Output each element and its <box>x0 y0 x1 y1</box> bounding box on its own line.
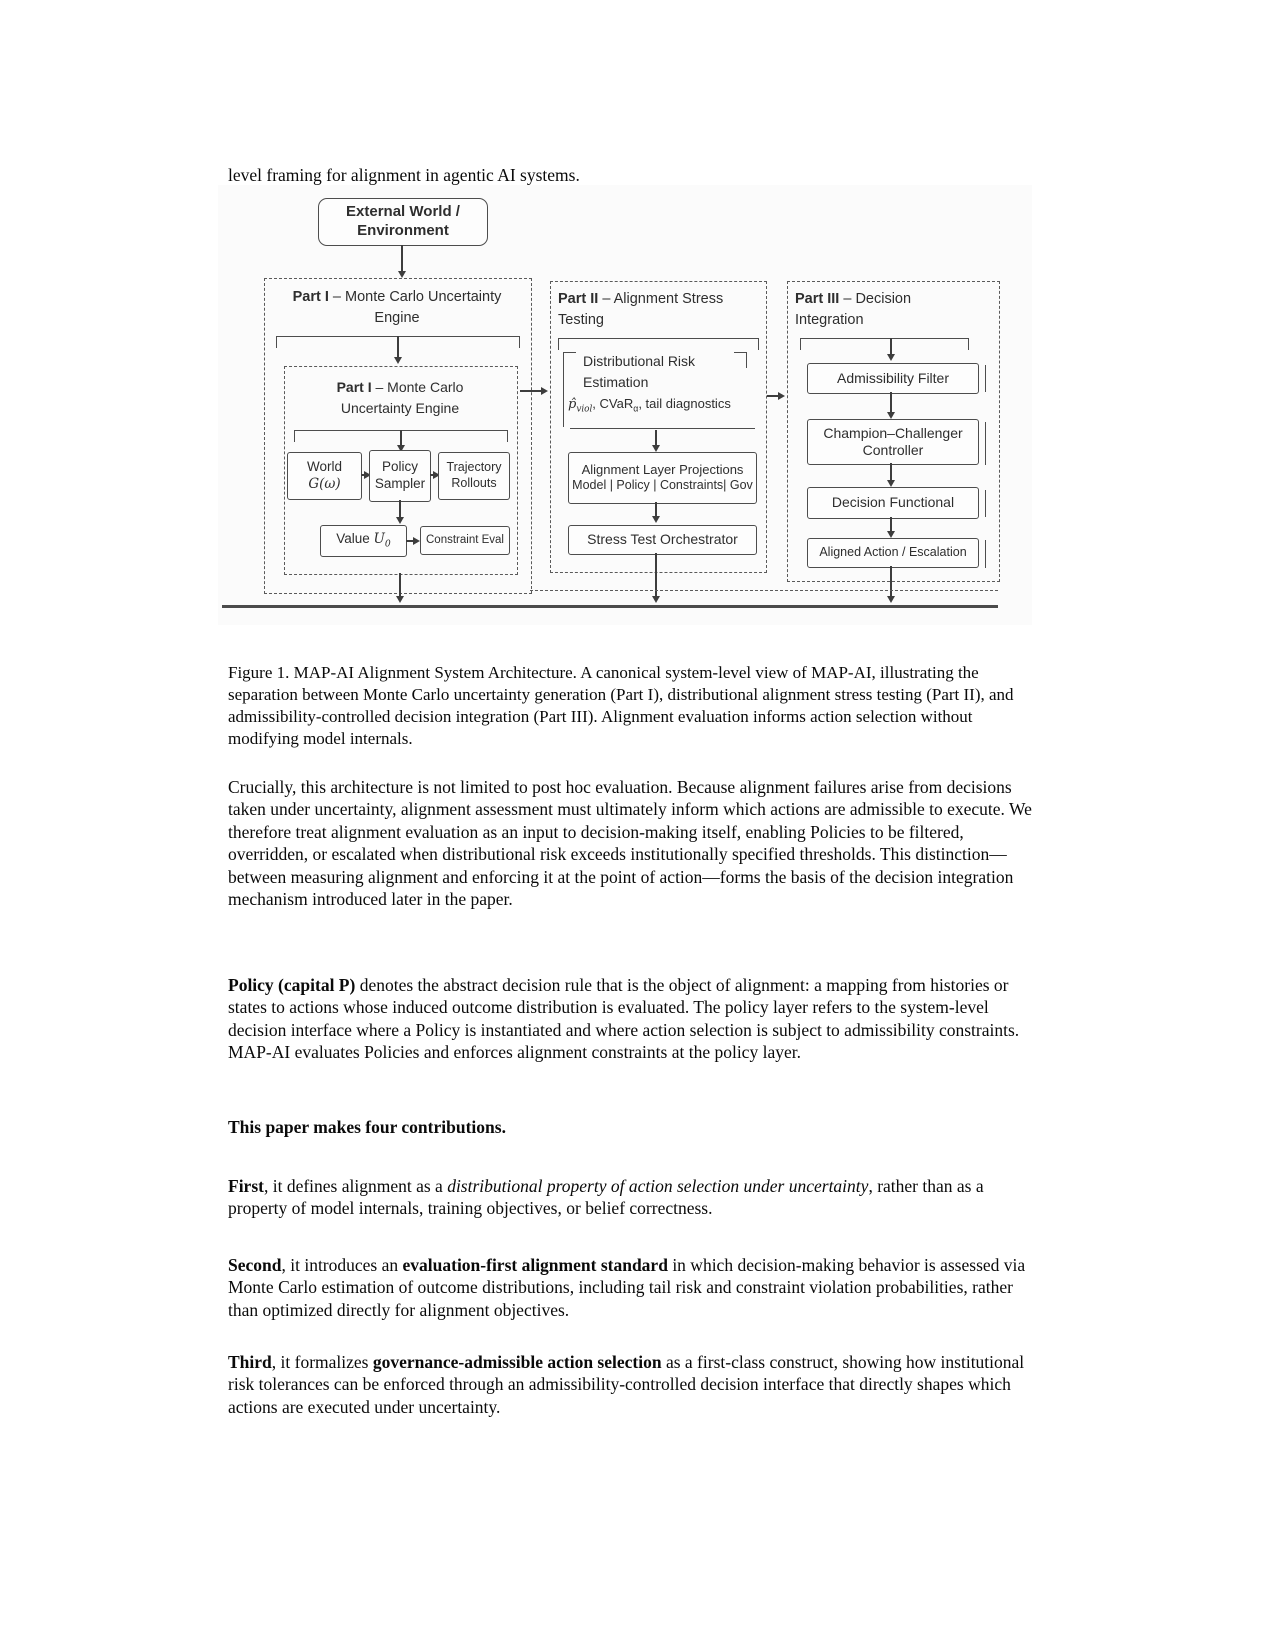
distributional-risk-line1: Distributional Risk <box>583 353 696 369</box>
part2-bracket <box>558 338 759 350</box>
policy-label-line1: Policy <box>381 459 418 475</box>
part2-title-rest: – Alignment Stress <box>598 291 724 307</box>
risk-frame-left-icon <box>563 352 576 427</box>
distributional-risk-header <box>583 351 753 393</box>
second-bold-run: Second <box>228 1254 282 1275</box>
part1-inner-title-rest: – Monte Carlo <box>371 379 464 395</box>
part1-header-line2: Engine <box>374 310 420 326</box>
value-box <box>320 525 407 557</box>
alp-line1: Alignment Layer Projections <box>581 462 744 478</box>
italic-run: distributional property of action selection under uncertainty <box>447 1175 869 1196</box>
governance-bold-run: governance-admissible action selection <box>372 1351 662 1372</box>
part1-header-line1 <box>264 287 530 308</box>
trajectory-label-line1: Trajectory <box>446 460 502 475</box>
policy-bold-run: Policy (capital P) <box>228 974 356 995</box>
text-run: Crucially, this architecture is not limited to post hoc evaluation. Because alignment failures arise from decisions taken under uncertainty, alignment assessment must ultimately inform which actions are admissible to execute. We therefore treat alignment evaluation as an input to decision-making itself, enabling Policies to be filtered, overridden, or escalated when distributional risk exceeds institutionally specified thresholds. This distinction—between measuring alignment and enforcing it at the point of action—forms the basis of the decision integration mechanism introduced later in the paper. <box>228 776 1032 909</box>
arrow-right-icon <box>406 540 413 542</box>
cvar-subscript: α <box>633 403 639 414</box>
policy-sampler-box <box>369 450 431 502</box>
arrow-down-icon <box>399 573 401 596</box>
bottom-dashed-line <box>530 590 998 591</box>
part3-header-line2: Integration <box>795 312 864 328</box>
cvar-text: , CVaR <box>592 396 634 411</box>
paragraph-first <box>228 1175 1043 1220</box>
text-run: as a first-class construct, showing how institutional risk tolerances can be enforced through an admissibility-controlled decision interface that directly shapes which actions are executed under uncertainty. <box>228 1351 1025 1417</box>
text-run: , it defines alignment as a <box>263 1175 448 1196</box>
value-text: Value <box>336 531 374 547</box>
world-generator-box <box>287 452 362 500</box>
part3-side-tick <box>985 422 986 465</box>
arrow-down-icon <box>399 500 401 517</box>
admissibility-filter-box <box>807 363 979 394</box>
part2-header <box>558 289 763 331</box>
part3-header <box>795 289 995 331</box>
arrow-right-icon <box>361 474 364 476</box>
decision-functional-box <box>807 487 979 519</box>
text-run: denotes the abstract decision rule that is the object of alignment: a mapping from histories or states to actions whose induced outcome distribution is evaluated. The policy layer refers to the system-level decision interface where a Policy is instantiated and where action selection is subject to admissibility constraints. MAP-AI evaluates Policies and enforces alignment constraints at the policy layer. <box>228 974 1020 1062</box>
tail-diagnostics-text: , tail diagnostics <box>638 396 731 411</box>
value-label <box>336 531 391 550</box>
policy-label-line2: Sampler <box>374 476 426 491</box>
constraint-eval-label: Constraint Eval <box>426 534 504 547</box>
champion-challenger-box <box>807 419 979 465</box>
arrow-down-icon <box>890 338 892 354</box>
text-run: , it introduces an <box>281 1254 403 1275</box>
world-label: World <box>306 459 342 475</box>
trajectory-rollouts-box <box>438 452 510 500</box>
first-bold-run: First <box>228 1175 264 1196</box>
value-symbol: U <box>373 531 385 548</box>
distributional-risk-line2: Estimation <box>583 374 649 390</box>
arrow-down-icon <box>890 463 892 480</box>
part2-header-line2: Testing <box>558 312 604 328</box>
bottom-bus-line <box>222 605 998 608</box>
alp-line2: Model | Policy | Constraints| Gov <box>572 478 753 493</box>
phat-symbol: p̂ <box>568 397 577 412</box>
standard-bold-run: evaluation-first alignment standard <box>402 1254 668 1275</box>
paragraph-second <box>228 1254 1043 1322</box>
intro-text: level framing for alignment in agentic AI systems. <box>228 164 580 185</box>
risk-divider-line <box>570 428 755 429</box>
champion-challenger-line2: Controller <box>862 442 924 458</box>
part3-side-tick <box>985 490 986 517</box>
stress-test-orchestrator-label: Stress Test Orchestrator <box>587 531 738 548</box>
world-symbol: G(ω) <box>308 476 341 492</box>
aligned-action-box <box>807 538 979 568</box>
champion-challenger-line1: Champion–Challenger <box>823 424 963 441</box>
arrow-down-icon <box>397 336 399 357</box>
aligned-action-label: Aligned Action / Escalation <box>819 545 967 560</box>
arrow-down-icon <box>890 517 892 531</box>
decision-functional-label: Decision Functional <box>831 494 955 511</box>
text-run: , it formalizes <box>271 1351 373 1372</box>
part3-bracket <box>800 338 969 350</box>
arrow-down-icon <box>890 566 892 596</box>
paragraph-policy <box>228 974 1043 1064</box>
part1-label: Part I <box>292 289 329 305</box>
arrow-down-icon <box>400 430 402 445</box>
part2-header-line1 <box>558 289 763 310</box>
text-run: , rather than as a property of model internals, training objectives, or belief correctness. <box>228 1175 984 1218</box>
part3-header-line1 <box>795 289 995 310</box>
part1-header <box>264 287 530 329</box>
figure-caption: Figure 1. MAP-AI Alignment System Architecture. A canonical system-level view of MAP-AI, illustrating the separation between Monte Carlo uncertainty generation (Part I), distributional alignment stress testing (Part II), and admissibility-controlled decision integration (Part III). Alignment evaluation informs action selection without modifying model internals. <box>228 663 1014 748</box>
part3-title-rest: – Decision <box>839 291 912 307</box>
contributions-heading: This paper makes four contributions. <box>228 1116 506 1137</box>
part2-label: Part II <box>558 291 599 307</box>
arrow-down-icon <box>401 245 403 271</box>
risk-metrics-label <box>568 396 758 415</box>
part1-inner-header-line2: Uncertainty Engine <box>340 400 460 416</box>
part3-label: Part III <box>795 291 840 307</box>
external-world-line2: Environment <box>357 222 449 239</box>
constraint-eval-box <box>420 526 510 555</box>
third-bold-run: Third <box>228 1351 272 1372</box>
arrow-down-icon <box>655 502 657 516</box>
value-subscript: 0 <box>384 539 391 551</box>
part1-inner-header <box>284 377 516 419</box>
external-world-line1: External World / <box>346 203 460 221</box>
external-world-box <box>318 198 488 246</box>
paragraph-third <box>228 1351 1043 1419</box>
part1-inner-header-line1 <box>284 377 516 398</box>
phat-subscript: viol <box>576 404 593 415</box>
trajectory-label-line2: Rollouts <box>451 476 497 490</box>
text-run: in which decision-making behavior is assessed via Monte Carlo estimation of outcome distributions, including tail risk and constraint violation probabilities, rather than optimized directly for alignment objectives. <box>228 1254 1026 1320</box>
admissibility-filter-label: Admissibility Filter <box>836 369 949 386</box>
stress-test-orchestrator-box <box>568 525 757 555</box>
part1-title-rest: – Monte Carlo Uncertainty <box>328 289 502 305</box>
alignment-layer-projections-box <box>568 452 757 504</box>
arrow-right-icon <box>430 474 433 476</box>
arrow-right-icon <box>767 395 778 397</box>
part3-side-tick <box>985 540 986 568</box>
arrow-down-icon <box>655 430 657 445</box>
part1-inner-label: Part I <box>336 379 372 395</box>
architecture-figure <box>218 185 1032 625</box>
arrow-right-icon <box>520 390 541 392</box>
paragraph-crucially <box>228 776 1043 911</box>
part3-side-tick <box>985 365 986 392</box>
arrow-down-icon <box>890 392 892 412</box>
